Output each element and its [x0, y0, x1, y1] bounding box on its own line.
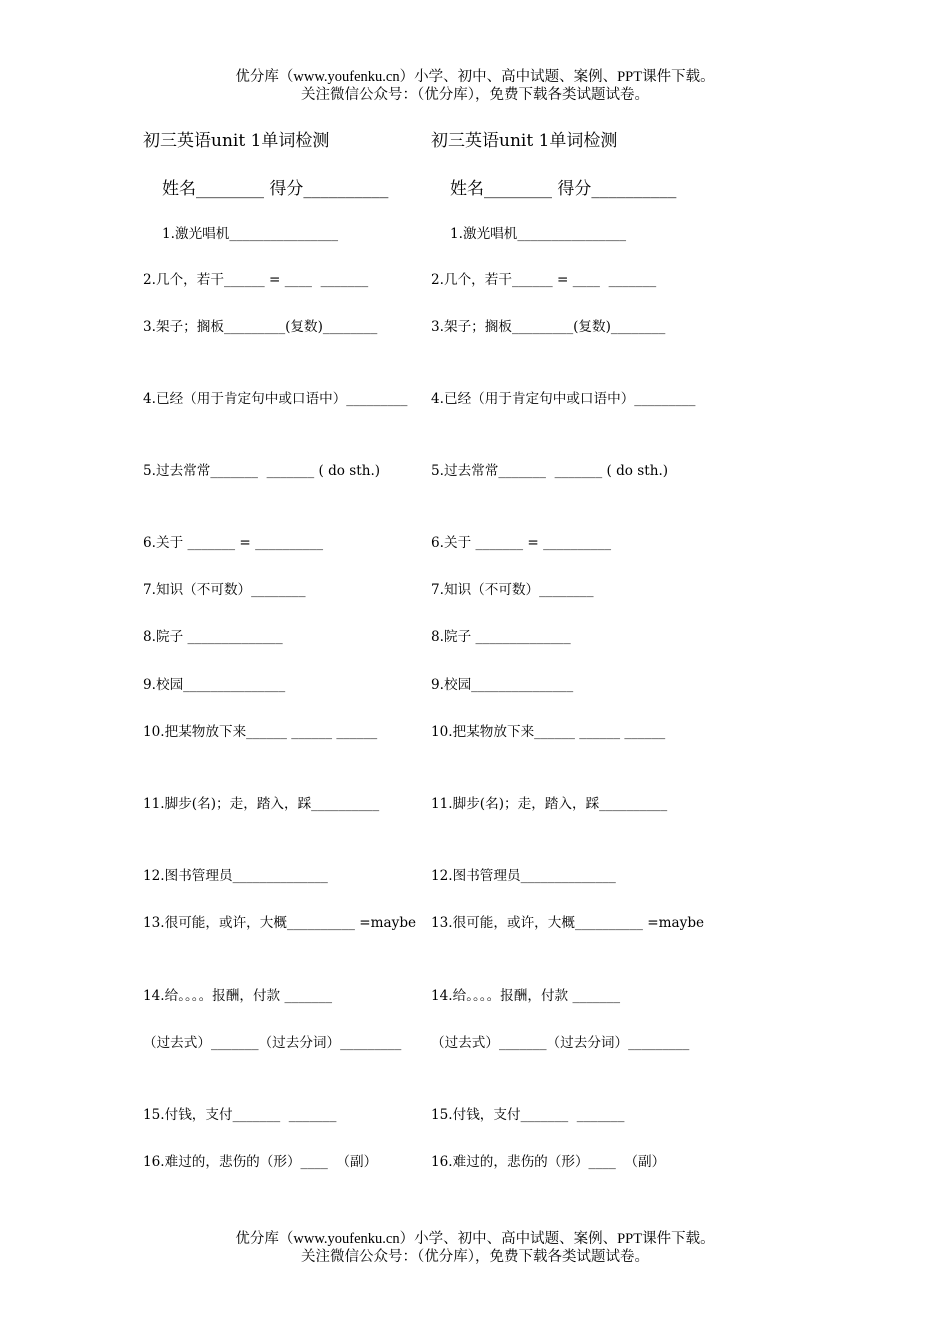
vocab-item-6: 6.关于 _______ = __________ — [431, 535, 612, 551]
vocab-item-14: 14.给。。。。报酬，付款 _______ — [431, 988, 621, 1004]
vocab-item-5: 5.过去常常_______ _______ ( do sth.) — [431, 463, 669, 479]
vocab-item-2: 2.几个，若干______ = ____ _______ — [143, 272, 369, 288]
vocab-item-14: 14.给。。。。报酬，付款 _______ — [143, 988, 333, 1004]
vocab-item-13: 13.很可能，或许，大概__________ =maybe — [431, 915, 705, 931]
worksheet-title: 初三英语unit 1单词检测 — [143, 131, 330, 151]
vocab-item-14-forms: （过去式）_______（过去分词）_________ — [431, 1035, 690, 1051]
page-header — [0, 68, 950, 104]
vocab-item-1: 1.激光唱机________________ — [162, 226, 339, 242]
vocab-item-16: 16.难过的，悲伤的（形）____ （副） — [143, 1154, 378, 1170]
vocab-item-10: 10.把某物放下来______ ______ ______ — [431, 724, 666, 740]
vocab-item-11: 11.脚步(名)；走，踏入，踩__________ — [143, 796, 380, 812]
vocab-item-13: 13.很可能，或许，大概__________ =maybe — [143, 915, 417, 931]
footer-line-2: 关注微信公众号：（优分库），免费下载各类试题试卷。 — [301, 1249, 649, 1265]
vocab-item-8: 8.院子 ______________ — [431, 629, 571, 645]
vocab-item-1: 1.激光唱机________________ — [450, 226, 627, 242]
vocab-item-11: 11.脚步(名)；走，踏入，踩__________ — [431, 796, 668, 812]
name-score-line: 姓名________ 得分__________ — [162, 179, 389, 199]
vocab-item-8: 8.院子 ______________ — [143, 629, 283, 645]
page-footer — [0, 1230, 950, 1266]
vocab-item-3: 3.架子；搁板_________(复数)________ — [143, 319, 378, 335]
vocab-item-3: 3.架子；搁板_________(复数)________ — [431, 319, 666, 335]
footer-line-1: 优分库（www.youfenku.cn）小学、初中、高中试题、案例、PPT课件下载。 — [235, 1231, 715, 1247]
vocab-item-9: 9.校园_______________ — [143, 677, 286, 693]
vocab-item-4: 4.已经（用于肯定句中或口语中）_________ — [431, 391, 696, 407]
name-score-line: 姓名________ 得分__________ — [450, 179, 677, 199]
vocab-item-7: 7.知识（不可数）________ — [431, 582, 594, 598]
vocab-item-5: 5.过去常常_______ _______ ( do sth.) — [143, 463, 381, 479]
vocab-item-4: 4.已经（用于肯定句中或口语中）_________ — [143, 391, 408, 407]
vocab-item-7: 7.知识（不可数）________ — [143, 582, 306, 598]
header-line-1: 优分库（www.youfenku.cn）小学、初中、高中试题、案例、PPT课件下载。 — [235, 69, 715, 85]
vocab-item-9: 9.校园_______________ — [431, 677, 574, 693]
vocab-item-12: 12.图书管理员______________ — [431, 868, 616, 884]
vocab-item-14-forms: （过去式）_______（过去分词）_________ — [143, 1035, 402, 1051]
vocab-item-15: 15.付钱，支付_______ _______ — [143, 1107, 337, 1123]
vocab-item-6: 6.关于 _______ = __________ — [143, 535, 324, 551]
worksheet-title: 初三英语unit 1单词检测 — [431, 131, 618, 151]
header-line-2: 关注微信公众号：（优分库），免费下载各类试题试卷。 — [301, 87, 649, 103]
vocab-item-15: 15.付钱，支付_______ _______ — [431, 1107, 625, 1123]
vocab-item-16: 16.难过的，悲伤的（形）____ （副） — [431, 1154, 666, 1170]
vocab-item-10: 10.把某物放下来______ ______ ______ — [143, 724, 378, 740]
vocab-item-2: 2.几个，若干______ = ____ _______ — [431, 272, 657, 288]
vocab-item-12: 12.图书管理员______________ — [143, 868, 328, 884]
